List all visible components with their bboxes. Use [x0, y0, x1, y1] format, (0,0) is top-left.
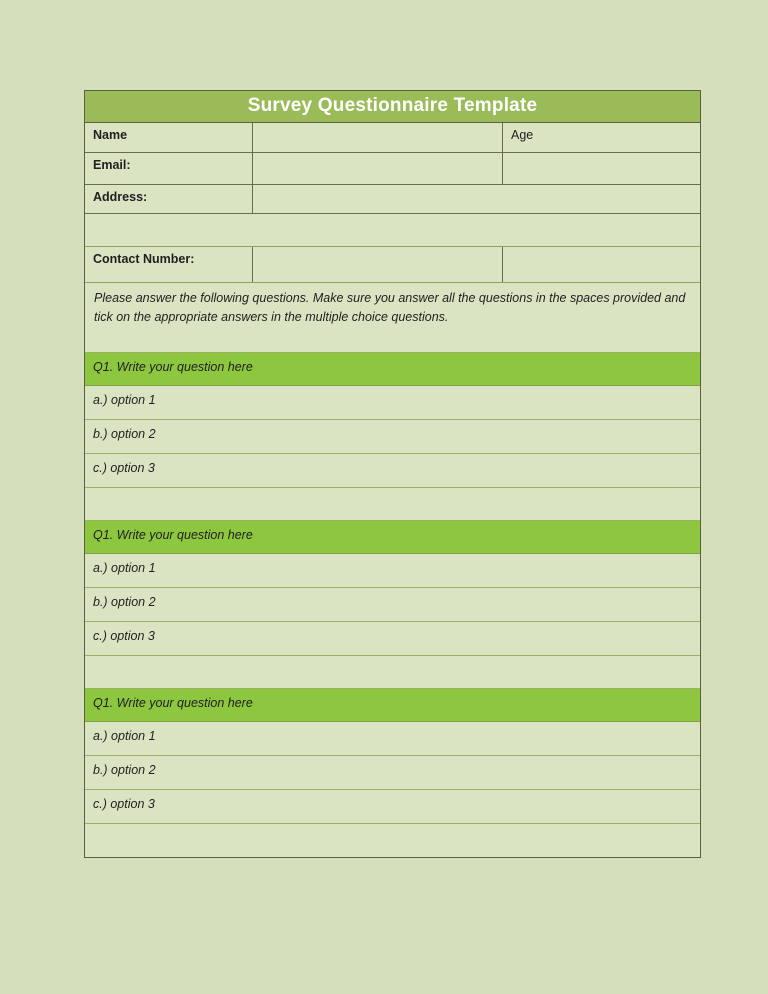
- option-row-b[interactable]: b.) option 2: [85, 420, 700, 454]
- option-row-a[interactable]: a.) option 1: [85, 386, 700, 420]
- email-input-cell[interactable]: [253, 153, 503, 184]
- age-label-cell[interactable]: Age: [511, 128, 534, 142]
- address-input-cell[interactable]: [253, 185, 700, 213]
- question-title: Q1. Write your question here: [85, 521, 700, 554]
- answer-space[interactable]: [85, 824, 700, 857]
- question-title: Q1. Write your question here: [85, 689, 700, 722]
- option-row-a[interactable]: a.) option 1: [85, 554, 700, 588]
- answer-space[interactable]: [85, 656, 700, 689]
- email-input-cell-right[interactable]: [503, 153, 700, 184]
- name-input-cell[interactable]: [253, 123, 503, 152]
- survey-form: [84, 90, 701, 858]
- name-label: Name: [85, 123, 253, 152]
- question-block-2: [85, 521, 700, 689]
- contact-input-cell[interactable]: [253, 247, 503, 282]
- email-row: [85, 153, 700, 185]
- question-title: Q1. Write your question here: [85, 353, 700, 386]
- address-overflow-row: [85, 214, 700, 247]
- instructions-text: Please answer the following questions. Make sure you answer all the questions in the spaces provided and tick on the appropriate answers in the multiple choice questions.: [85, 283, 700, 353]
- question-block-3: [85, 689, 700, 857]
- contact-number-row: [85, 247, 700, 283]
- name-age-row: [85, 123, 700, 153]
- option-row-c[interactable]: c.) option 3: [85, 454, 700, 488]
- option-row-b[interactable]: b.) option 2: [85, 756, 700, 790]
- address-row: [85, 185, 700, 214]
- option-row-a[interactable]: a.) option 1: [85, 722, 700, 756]
- question-block-1: [85, 353, 700, 521]
- address-input-cell-line2[interactable]: [85, 214, 700, 246]
- form-title: Survey Questionnaire Template: [85, 91, 700, 123]
- contact-input-cell-right[interactable]: [503, 247, 700, 282]
- contact-number-label: Contact Number:: [85, 247, 253, 282]
- address-label: Address:: [85, 185, 253, 213]
- option-row-c[interactable]: c.) option 3: [85, 790, 700, 824]
- email-label: Email:: [85, 153, 253, 184]
- answer-space[interactable]: [85, 488, 700, 521]
- option-row-c[interactable]: c.) option 3: [85, 622, 700, 656]
- option-row-b[interactable]: b.) option 2: [85, 588, 700, 622]
